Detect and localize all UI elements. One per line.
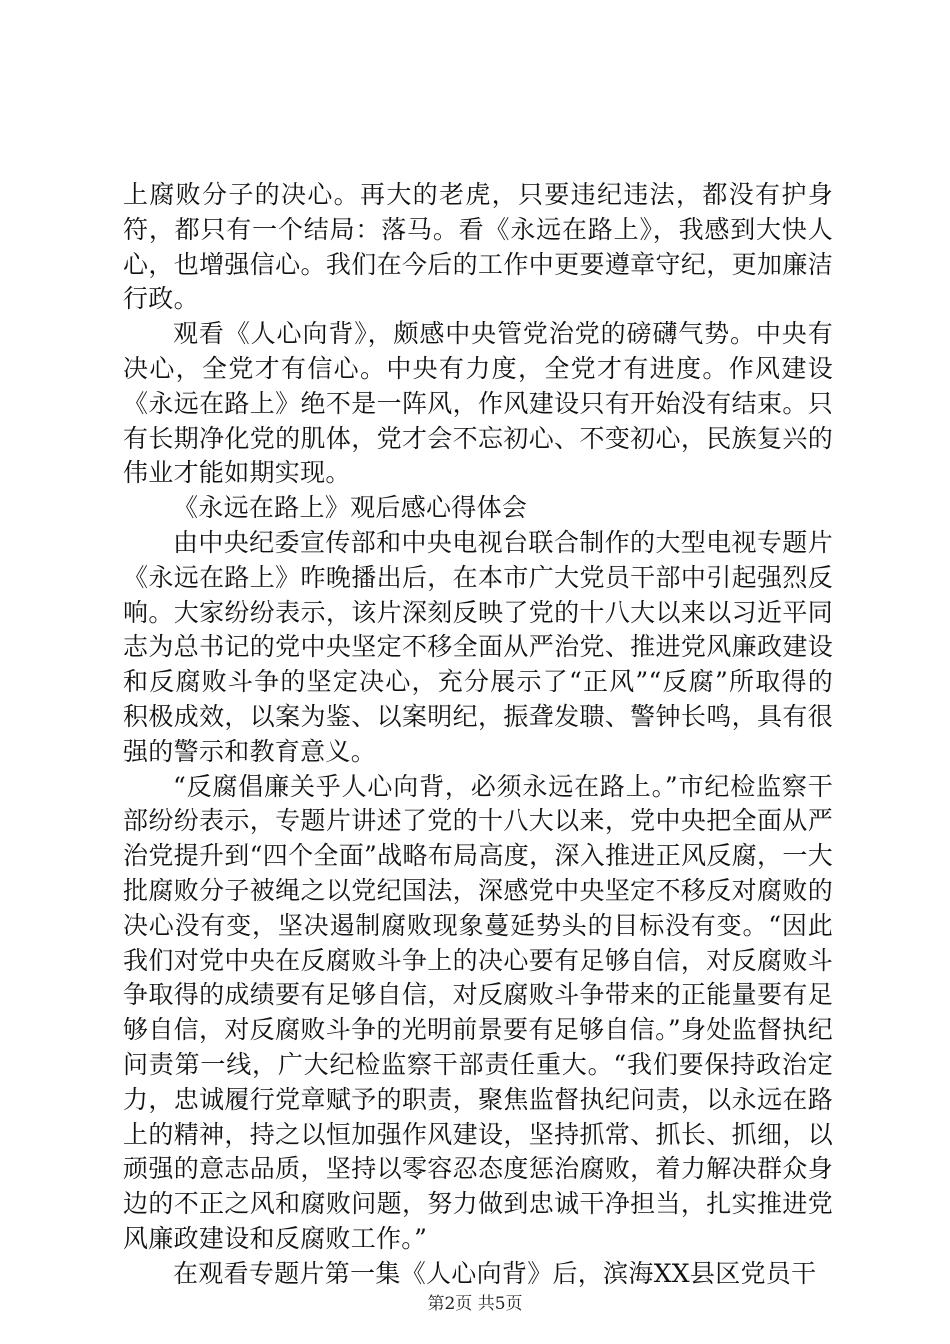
paragraph-continuation: 上腐败分子的决心。再大的老虎，只要违纪违法，都没有护身符，都只有一个结局：落马。看《永远在路上》，我感到大快人心，也增强信心。我们在今后的工作中更要遵章守纪，更加廉洁行政。: [123, 180, 833, 314]
paragraph: 由中央纪委宣传部和中央电视台联合制作的大型电视专题片《永远在路上》昨晚播出后，在本市广大党员干部中引起强烈反响。大家纷纷表示，该片深刻反映了党的十八大以来以习近平同志为总书记的党中央坚定不移全面从严治党、推进党风廉政建设和反腐败斗争的坚定决心，充分展示了“正风”“反腐”所取得的积极成效，以案为鉴、以案明纪，振聋发聩、警钟长鸣，具有很强的警示和教育意义。: [123, 527, 833, 766]
document-body: [123, 178, 833, 1292]
paragraph: 观看《人心向背》，颇感中央管党治党的磅礴气势。中央有决心，全党才有信心。中央有力度，全党才有进度。作风建设《永远在路上》绝不是一阵风，作风建设只有开始没有结束。只有长期净化党的肌体，党才会不忘初心、不变初心，民族复兴的伟业才能如期实现。: [123, 319, 833, 488]
paragraph: “反腐倡廉关乎人心向背，必须永远在路上。”市纪检监察干部纷纷表示，专题片讲述了党的十八大以来，党中央把全面从严治党提升到“四个全面”战略布局高度，深入推进正风反腐，一大批腐败分子被绳之以党纪国法，深感党中央坚定不移反对腐败的决心没有变，坚决遏制腐败现象蔓延势头的目标没有变。“因此我们对党中央在反腐败斗争上的决心要有足够自信，对反腐败斗争取得的成绩要有足够自信，对反腐败斗争带来的正能量要有足够自信，对反腐败斗争的光明前景要有足够自信。”身处监督执纪问责第一线，广大纪检监察干部责任重大。“我们要保持政治定力，忠诚履行党章赋予的职责，聚焦监督执纪问责，以永远在路上的精神，持之以恒加强作风建设，坚持抓常、抓长、抓细，以顽强的意志品质，坚持以零容忍态度惩治腐败，着力解决群众身边的不正之风和腐败问题，努力做到忠诚干净担当，扎实推进党风廉政建设和反腐败工作。”: [123, 771, 833, 1253]
section-heading: 《永远在路上》观后感心得体会: [173, 493, 528, 523]
paragraph: 在观看专题片第一集《人心向背》后，滨海XX县区党员干: [173, 1258, 817, 1288]
page-number-footer: 第2页 共5页: [427, 1294, 523, 1314]
